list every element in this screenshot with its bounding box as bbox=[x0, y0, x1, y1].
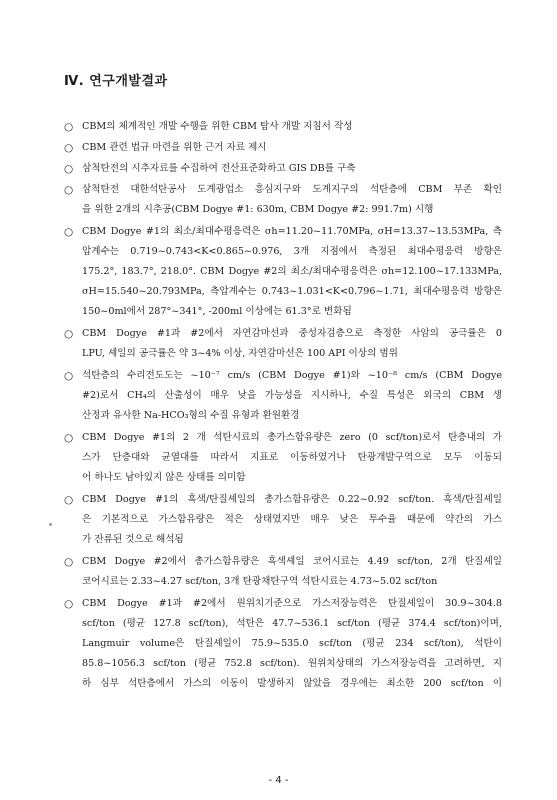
item-line: CBM Dogye #1과 #2에서 자연감마선과 중성자검층으로 측정한 사암의 공극률은 0 bbox=[82, 328, 502, 339]
item-line: CBM Dogye #2에서 총가스함유량은 흑색셰일 코어시료는 4.49 scf/ton, 2개 탄질셰일 bbox=[82, 556, 502, 567]
item-line: CBM 관련 법규 마련을 위한 근거 자료 제시 bbox=[82, 142, 267, 153]
item-line: CBM Dogye #1의 최소/최대수평응력은 σh=11.20~11.70MPa, σH=13.37~13.53MPa, 측 bbox=[82, 226, 502, 237]
bullet-icon: ○ bbox=[64, 184, 74, 196]
item-line: 가 잔류된 것으로 해석됨 bbox=[82, 534, 184, 545]
item-line: 85.8~1056.3 scf/ton (평균 752.8 scf/ton). 원위치상태의 가스저장능력을 고려하면, 지 bbox=[82, 658, 502, 669]
item-line: 스가 단층대와 균열대를 따라서 지표로 이동하였거나 탄광개발구역으로 모두 이동되 bbox=[82, 452, 502, 463]
bullet-icon: ○ bbox=[64, 432, 74, 444]
item-line: LPU, 셰일의 공극률은 약 3~4% 이상, 자연감마선은 100 API 이상의 범위 bbox=[82, 348, 398, 359]
bullet-icon: ○ bbox=[64, 121, 74, 133]
bullet-icon: ○ bbox=[64, 328, 74, 340]
item-line: 150~0ml에서 287°~341°, -200ml 이상에는 61.3°로 변화됨 bbox=[82, 306, 352, 317]
item-line: 을 위한 2개의 시추공(CBM Dogye #1: 630m, CBM Dogye #2: 991.7m) 시행 bbox=[82, 204, 434, 215]
bullet-icon: ○ bbox=[64, 494, 74, 506]
item-line: 압계수는 0.719~0.743<K<0.865~0.976, 3개 지점에서 측정된 최대수평응력 방향은 bbox=[82, 246, 502, 257]
item-line: Langmuir volume은 탄질셰일이 75.9~535.0 scf/ton (평균 234 scf/ton), 석탄이 bbox=[82, 638, 502, 649]
item-line: 석탄층의 수리전도도는 ~10⁻⁷ cm/s (CBM Dogye #1)와 ~10⁻⁸ cm/s (CBM Dogye bbox=[82, 370, 502, 381]
item-line: 은 기본적으로 가스함유량은 적은 상태였지만 매우 낮은 투수율 때문에 약간의 가스 bbox=[82, 514, 502, 525]
bullet-icon: ○ bbox=[64, 556, 74, 568]
item-line: CBM의 체계적인 개발 수행을 위한 CBM 탐사 개발 지침서 작성 bbox=[82, 121, 353, 132]
item-line: 코어시료는 2.33~4.27 scf/ton, 3개 탄광채탄구역 석탄시료는 4.73~5.02 scf/ton bbox=[82, 576, 438, 587]
bullet-icon: ○ bbox=[64, 163, 74, 175]
item-line: #2)로서 CH₄의 산출성이 매우 낮을 가능성을 지시하나, 수질 특성은 외국의 CBM 생 bbox=[82, 390, 502, 401]
item-line: CBM Dogye #1과 #2에서 원위치기준으로 가스저장능력은 탄질셰일이 30.9~304.8 bbox=[82, 598, 502, 609]
item-line: 산정과 유사한 Na-HCO₃형의 수질 유형과 환원환경 bbox=[82, 410, 300, 421]
item-line: scf/ton (평균 127.8 scf/ton), 석탄은 47.7~536.1 scf/ton (평균 374.4 scf/ton)이며, bbox=[82, 618, 502, 629]
item-line: 어 하나도 남아있지 않은 상태를 의미함 bbox=[82, 472, 246, 483]
bullet-icon: ○ bbox=[64, 598, 74, 610]
bullet-icon: ○ bbox=[64, 226, 74, 238]
scan-dot bbox=[49, 523, 52, 526]
item-line: 삼척탄전 대한석탄공사 도계광업소 흥심지구와 도계지구의 석탄층에 CBM 부존 확인 bbox=[82, 184, 502, 195]
item-line: 175.2°, 183.7°, 218.0°. CBM Dogye #2의 최소/최대수평응력은 σh=12.100~17.133MPa, bbox=[82, 266, 502, 277]
item-line: CBM Dogye #1의 2 개 석탄시료의 총가스함유량은 zero (0 scf/ton)로서 탄층내의 가 bbox=[82, 432, 502, 443]
section-heading: Ⅳ. 연구개발결과 bbox=[64, 74, 168, 89]
bullet-icon: ○ bbox=[64, 142, 74, 154]
item-line: CBM Dogye #1의 흑색/탄질셰일의 총가스함유량은 0.22~0.92 scf/ton. 흑색/탄질셰일 bbox=[82, 494, 502, 505]
item-line: 하 심부 석탄층에서 가스의 이동이 발생하지 않았을 경우에는 최소한 200 scf/ton 이 bbox=[82, 678, 502, 689]
bullet-icon: ○ bbox=[64, 370, 74, 382]
item-line: σH=15.540~20.793MPa, 측압계수는 0.743~1.031<K<0.796~1.71, 최대수평응력 방향은 bbox=[82, 286, 502, 297]
page-number: - 4 - bbox=[268, 775, 289, 786]
item-line: 삼척탄전의 시추자료를 수집하여 전산표준화하고 GIS DB를 구축 bbox=[82, 163, 356, 174]
